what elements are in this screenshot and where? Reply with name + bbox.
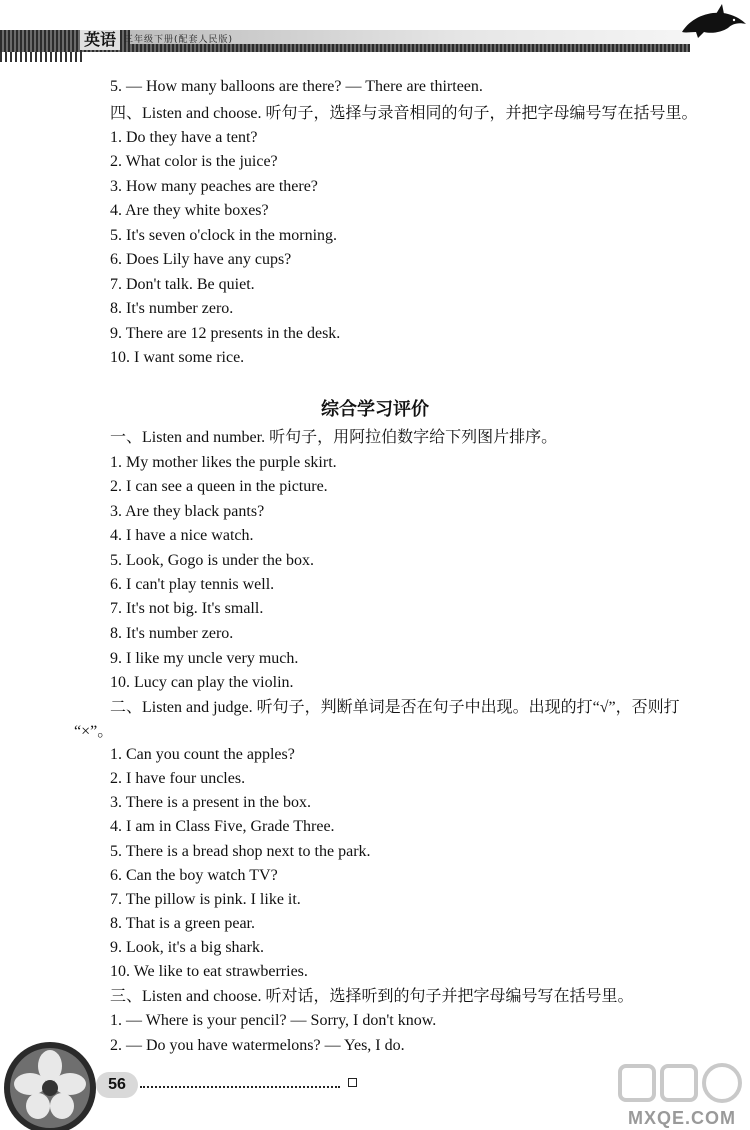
header-subject: 英语 xyxy=(80,30,120,50)
section-2-heading: 二、Listen and judge. 听句子，判断单词是否在句子中出现。出现的打“√”，否则打 xyxy=(110,699,680,716)
list-item: 9. Look, it's a big shark. xyxy=(110,939,264,956)
header-grade: 三年级下册(配套人民版) xyxy=(124,35,234,45)
header-ticks xyxy=(0,52,84,62)
section-2-heading-cont: “×”。 xyxy=(74,723,114,740)
list-item: 9. There are 12 presents in the desk. xyxy=(110,325,341,342)
list-item: 5. It's seven o'clock in the morning. xyxy=(110,227,338,244)
list-item: 7. It's not big. It's small. xyxy=(110,600,264,617)
list-item: 9. I like my uncle very much. xyxy=(110,650,299,667)
list-item: 6. Does Lily have any cups? xyxy=(110,251,292,268)
list-item: 8. That is a green pear. xyxy=(110,915,255,932)
list-item: 4. Are they white boxes? xyxy=(110,202,269,219)
list-item: 3. Are they black pants? xyxy=(110,503,265,520)
section-3-heading: 三、Listen and choose. 听对话，选择听到的句子并把字母编号写在括号里。 xyxy=(110,988,634,1005)
flower-decoration-icon xyxy=(0,1028,100,1130)
watermark-text: MXQE.COM xyxy=(628,1108,737,1128)
list-item: 4. I have a nice watch. xyxy=(110,527,254,544)
list-item: 5. There is a bread shop next to the park. xyxy=(110,843,371,860)
square-marker xyxy=(348,1078,357,1087)
list-item: 6. I can't play tennis well. xyxy=(110,576,275,593)
list-item: 10. I want some rice. xyxy=(110,349,245,366)
section-4-heading: 四、Listen and choose. 听句子，选择与录音相同的句子，并把字母编号写在括号里。 xyxy=(110,105,698,122)
list-item: 10. We like to eat strawberries. xyxy=(110,963,308,980)
list-item: 1. — Where is your pencil? — Sorry, I don't know. xyxy=(110,1012,437,1029)
list-item: 1. Do they have a tent? xyxy=(110,129,258,146)
list-item: 7. Don't talk. Be quiet. xyxy=(110,276,255,293)
list-item: 10. Lucy can play the violin. xyxy=(110,674,294,691)
list-item: 3. How many peaches are there? xyxy=(110,178,318,195)
list-item: 1. Can you count the apples? xyxy=(110,746,295,763)
dotted-line xyxy=(140,1082,340,1088)
list-item: 6. Can the boy watch TV? xyxy=(110,867,278,884)
list-item: 4. I am in Class Five, Grade Three. xyxy=(110,818,335,835)
list-item: 8. It's number zero. xyxy=(110,300,234,317)
dolphin-icon xyxy=(678,2,748,42)
page-number: 56 xyxy=(96,1072,138,1098)
list-item: 2. I can see a queen in the picture. xyxy=(110,478,328,495)
list-item: 8. It's number zero. xyxy=(110,625,234,642)
list-item: 7. The pillow is pink. I like it. xyxy=(110,891,301,908)
section-1-heading: 一、Listen and number. 听句子，用阿拉伯数字给下列图片排序。 xyxy=(110,429,558,446)
list-item: 2. What color is the juice? xyxy=(110,153,278,170)
review-title: 综合学习评价 xyxy=(321,399,429,420)
list-item: 3. There is a present in the box. xyxy=(110,794,311,811)
list-item: 2. — Do you have watermelons? — Yes, I do. xyxy=(110,1037,405,1054)
list-item: 2. I have four uncles. xyxy=(110,770,246,787)
continued-item: 5. — How many balloons are there? — There are thirteen. xyxy=(110,78,483,95)
list-item: 5. Look, Gogo is under the box. xyxy=(110,552,314,569)
page-header xyxy=(0,0,750,60)
list-item: 1. My mother likes the purple skirt. xyxy=(110,454,337,471)
